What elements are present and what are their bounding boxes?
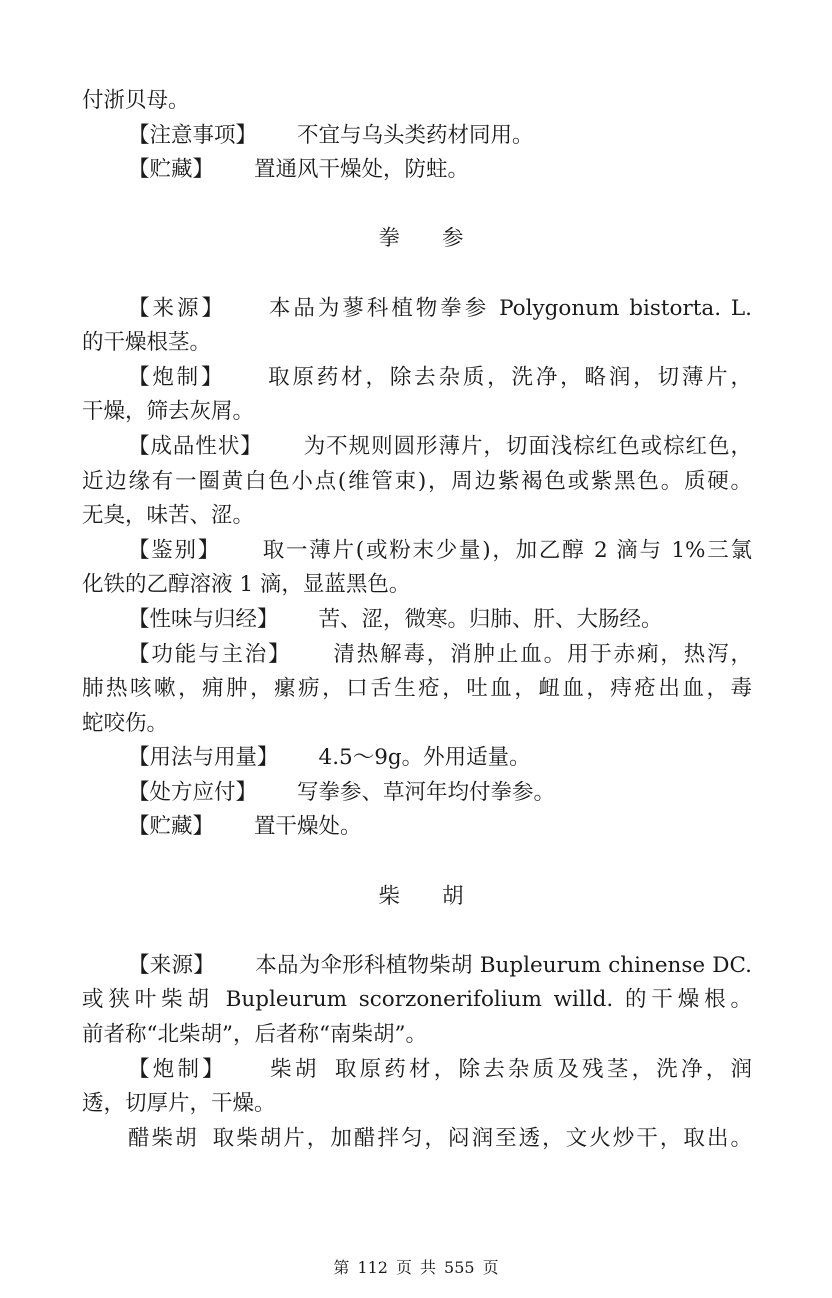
text-line [82,741,752,776]
text-line [82,1053,752,1088]
text: 置通风干燥处，防蛀。 [254,157,470,183]
section-heading-chaihu [82,880,752,915]
text: 写拳参、草河年均付拳参。 [297,779,556,805]
text-line [82,949,752,984]
text: 不宜与乌头类药材同用。 [297,122,534,148]
text-line [82,499,752,534]
page-number: 112 [357,1258,388,1277]
field-label: 【用法与用量】 [128,745,279,771]
text-line [82,638,752,673]
text: 干燥，筛去灰屑。 [82,399,255,425]
heading-char: 柴 [378,883,400,909]
text: 本品为伞形科植物柴胡 Bupleurum chinense DC. [254,952,752,978]
text: 清热解毒，消肿止血。用于赤痢，热泻， [331,641,752,667]
field-label: 【炮制】 [128,364,226,390]
text-line [82,534,752,569]
footer-text: 第 [333,1258,350,1277]
field-label: 【成品性状】 [128,433,263,459]
text: 或狭叶柴胡 Bupleurum scorzonerifolium willd. 的干燥根。 [82,987,752,1013]
text-line [82,430,752,465]
text: 本品为蓼科植物拳参 Polygonum bistorta. L. [265,295,752,321]
text: 前者称“北柴胡”，后者称“南柴胡”。 [82,1022,427,1048]
text-line [82,707,752,742]
text: 无臭，味苦、涩。 [82,503,255,529]
text: 付浙贝母。 [82,88,190,113]
text-line [82,153,752,188]
section-heading-quanshen [82,222,752,257]
text: 取一薄片(或粉末少量)，加乙醇 2 滴与 1%三氯 [261,537,752,563]
text-line [82,603,752,638]
field-label: 【来源】 [128,952,215,978]
field-label: 【鉴别】 [128,537,222,563]
field-label: 【注意事项】 [128,122,258,148]
field-label: 【来源】 [128,295,226,321]
text: 苦、涩，微寒。归肺、肝、大肠经。 [318,606,663,632]
text: 取原药材，除去杂质及残茎，洗净，润 [331,1056,752,1082]
text: 醋柴胡 [128,1125,199,1151]
footer-text: 页 [482,1258,499,1277]
text-line [82,361,752,396]
heading-char: 胡 [442,883,464,909]
field-label: 【性味与归经】 [128,606,279,632]
text: 取原药材，除去杂质，洗净，略润，切薄片， [265,364,752,390]
text-line [82,326,752,361]
text-line [82,568,752,603]
heading-char: 参 [442,226,464,252]
text: 的干燥根茎。 [82,330,212,356]
field-label: 【处方应付】 [128,779,258,805]
text-line [82,465,752,500]
text-line [82,776,752,811]
text: 4.5～9g。外用适量。 [318,745,531,771]
page-content [82,84,752,1156]
text-line [82,292,752,327]
text-line [82,119,752,154]
text: 近边缘有一圈黄白色小点(维管束)，周边紫褐色或紫黑色。质硬。 [82,468,752,494]
text: 置干燥处。 [254,814,362,840]
text: 为不规则圆形薄片，切面浅棕红色或棕红色， [302,433,752,459]
page-total: 555 [444,1258,475,1277]
text: 蛇咬伤。 [82,710,169,736]
text-line [82,1087,752,1122]
field-label: 【功能与主治】 [128,641,292,667]
field-label: 【贮藏】 [128,814,215,840]
heading-char: 拳 [378,226,400,252]
field-label: 【贮藏】 [128,157,215,183]
text-line [82,672,752,707]
text-line [82,1018,752,1053]
text: 肺热咳嗽，痈肿，瘰疬，口舌生疮，吐血，衄血，痔疮出血，毒 [82,676,752,702]
text-line [82,84,752,119]
text-line [82,395,752,430]
text: 透，切厚片，干燥。 [82,1091,276,1117]
footer-text: 页 [395,1258,412,1277]
field-label: 【炮制】 [128,1056,227,1082]
text: 柴胡 [266,1056,320,1082]
page-footer [0,1255,832,1278]
text: 取柴胡片，加醋拌匀，闷润至透，文火炒干，取出。 [210,1125,752,1151]
text-line [82,983,752,1018]
text-line [82,1122,752,1157]
footer-text: 共 [420,1258,437,1277]
text: 化铁的乙醇溶液 1 滴，显蓝黑色。 [82,572,411,598]
text-line [82,810,752,845]
